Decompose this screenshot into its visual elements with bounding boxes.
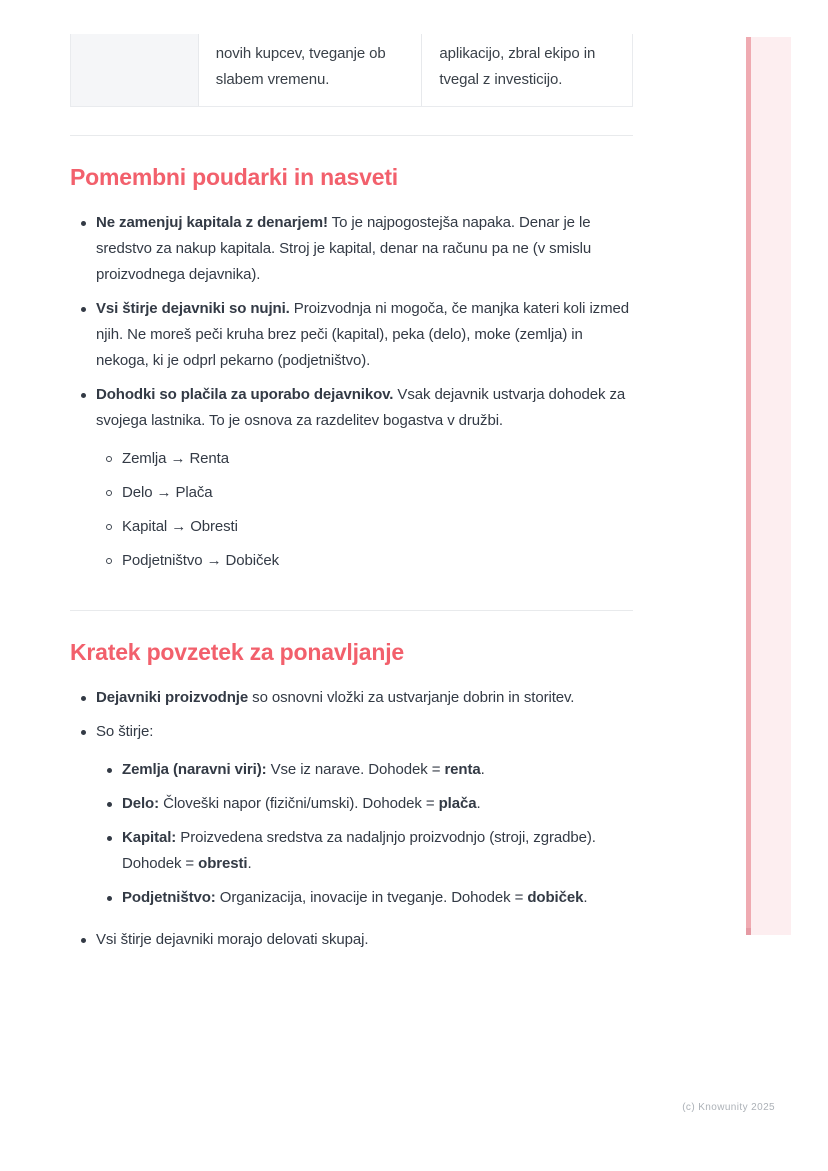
- list-item-text: So štirje:: [96, 723, 154, 740]
- list-item: [70, 719, 633, 919]
- list-item-text: Vsi štirje dejavniki so nujni. Proizvodnja ni mogoča, če manjka kateri koli izmed njih. Ne moreš peči kruha brez peči (kapital), peka (delo), moke (zemlja) in nekoga, ki je odprl pekarno (podjetništvo).: [96, 300, 629, 369]
- circle-bullet-icon: [96, 514, 122, 540]
- section-heading-summary: Kratek povzetek za ponavljanje: [70, 639, 405, 665]
- table-cell-row-header: [71, 34, 198, 106]
- scrollbar-thumb-edge: [746, 37, 751, 935]
- disc-bullet-icon: [70, 719, 96, 919]
- document-content: [70, 0, 633, 961]
- section-heading-highlights: Pomembni poudarki in nasveti: [70, 164, 398, 190]
- list-item: [96, 791, 633, 817]
- divider: [70, 610, 633, 611]
- list-item-text: Podjetništvo: Organizacija, inovacije in tveganje. Dohodek = dobiček.: [122, 889, 588, 906]
- disc-bullet-icon: [96, 791, 122, 817]
- list-item-text: Delo → Plača: [122, 484, 213, 501]
- list-item: [70, 210, 633, 288]
- nested-bullet-list: [96, 757, 633, 911]
- list-item-text: Delo: Človeški napor (fizični/umski). Dohodek = plača.: [122, 795, 481, 812]
- table-fragment: [70, 34, 633, 107]
- scrollbar-track[interactable]: [746, 37, 791, 935]
- bullet-list-highlights: [70, 210, 633, 582]
- disc-bullet-icon: [70, 296, 96, 374]
- list-item: [70, 382, 633, 582]
- disc-bullet-icon: [96, 885, 122, 911]
- list-item: [96, 757, 633, 783]
- list-item: [70, 296, 633, 374]
- list-item: [96, 514, 633, 540]
- list-item-text: Ne zamenjuj kapitala z denarjem! To je najpogostejša napaka. Denar je le sredstvo za nakup kapitala. Stroj je kapital, denar na računu pa ne (v smislu proizvodnega dejavnika).: [96, 214, 592, 283]
- table-cell: aplikacijo, zbral ekipo in tvegal z investicijo.: [421, 34, 632, 106]
- circle-bullet-icon: [96, 480, 122, 506]
- list-item-text: Kapital → Obresti: [122, 518, 238, 535]
- disc-bullet-icon: [70, 210, 96, 288]
- list-item: [96, 446, 633, 472]
- disc-bullet-icon: [70, 382, 96, 582]
- disc-bullet-icon: [70, 685, 96, 711]
- list-item: [96, 480, 633, 506]
- list-item-text: Vsi štirje dejavniki morajo delovati skupaj.: [96, 931, 369, 948]
- disc-bullet-icon: [96, 757, 122, 783]
- disc-bullet-icon: [70, 927, 96, 953]
- list-item-text: Zemlja (naravni viri): Vse iz narave. Dohodek = renta.: [122, 761, 485, 778]
- nested-bullet-list: [96, 446, 633, 574]
- list-item: [70, 927, 633, 953]
- list-item-text: Dejavniki proizvodnje so osnovni vložki za ustvarjanje dobrin in storitev.: [96, 689, 575, 706]
- disc-bullet-icon: [96, 825, 122, 877]
- divider: [70, 135, 633, 136]
- circle-bullet-icon: [96, 446, 122, 472]
- list-item: [96, 548, 633, 574]
- circle-bullet-icon: [96, 548, 122, 574]
- list-item-text: Zemlja → Renta: [122, 450, 229, 467]
- list-item: [70, 685, 633, 711]
- copyright-text: (c) Knowunity 2025: [682, 1102, 775, 1113]
- list-item-text: Kapital: Proizvedena sredstva za nadaljnjo proizvodnjo (stroji, zgradbe). Dohodek = obresti.: [122, 829, 596, 872]
- list-item-text: Podjetništvo → Dobiček: [122, 552, 280, 569]
- list-item: [96, 885, 633, 911]
- bullet-list-summary: [70, 685, 633, 953]
- list-item: [96, 825, 633, 877]
- table-cell: novih kupcev, tveganje ob slabem vremenu.: [198, 34, 422, 106]
- list-item-text: Dohodki so plačila za uporabo dejavnikov. Vsak dejavnik ustvarja dohodek za svojega lastnika. To je osnova za razdelitev bogastva v družbi.: [96, 386, 626, 429]
